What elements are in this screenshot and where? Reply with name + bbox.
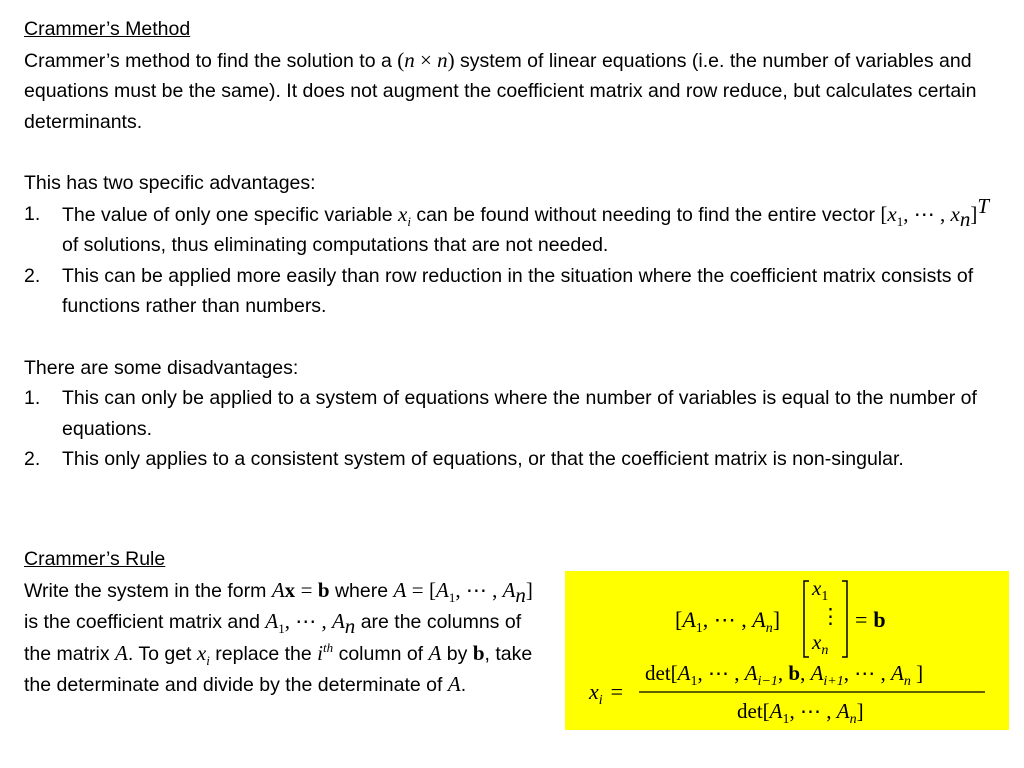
svg-text:xi=: $x_i$ = (589, 679, 624, 708)
list-item: 1. This can only be applied to a system of equations where the number of variables is equal to the number of equations. (24, 387, 977, 440)
list-item: 2. This can be applied more easily than row reduction in the situation where the coefficient matrix consists of functions rather than numbers. (24, 264, 974, 318)
disadvantages-heading: There are some disadvantages: (24, 356, 299, 379)
rule-paragraph: Write the system in the form Ax = b where $A = [A_1$, ⋯ , $A_n$] is the coefficient matrix and $A_1$, ⋯ , $A_n$ are the columns of the matrix A. To get $x_i$ replace the $i^{th}$ column of A by b, take the determinate and divide by the determinate of A. (24, 577, 533, 697)
svg-text:xn: $x_n$ (812, 630, 829, 658)
intro-text-b: system of linear equations (i.e. the number of variables and equations must be the same). It does not augment the coefficient matrix and row reduce, but calculates certain determinants. (24, 49, 977, 133)
column-vector (811, 576, 886, 658)
cramer-formula (588, 661, 985, 727)
method-section (24, 14, 1009, 475)
svg-text:det[A1, ⋯ , An]: $\det[A_1$, ⋯ , $A_n$] (737, 699, 864, 727)
svg-text:=b: = b (855, 607, 886, 632)
column-bracket-right (842, 581, 847, 657)
rule-section (24, 544, 544, 701)
spacer (24, 322, 1009, 353)
formula-box (565, 571, 1009, 730)
spacer (24, 137, 1009, 168)
advantages-list (24, 193, 1009, 322)
svg-text:x1: $x_1$ (812, 576, 829, 604)
rule-title: Crammer’s Rule (24, 548, 166, 570)
formula-svg (565, 571, 1009, 730)
svg-text:⋮: ⋮ (820, 604, 841, 628)
svg-text:[A1, ⋯ , An]: [$A_1$, ⋯ , $A_n$] (675, 607, 781, 636)
column-bracket-left (804, 581, 809, 657)
svg-text:det[A1, ⋯ , Ai−1, b, Ai+1, ⋯ ,: $\det[A_1$, ⋯ , $A_{i-1}$, b, $A_{i+1}$, ⋯ , $A_n$ ] (645, 661, 924, 689)
disadvantages-list (24, 383, 1009, 475)
method-intro (24, 45, 1009, 138)
list-item: 2. This only applies to a consistent system of equations, or that the coefficient matrix is non-singular. (24, 448, 904, 471)
list-item: 1. The value of only one specific variable $x_i$ can be found without needing to find the entire vector [$x_1$, ⋯ , $x_n]^T$ of solutions, thus eliminating computations that are not needed. (24, 193, 989, 257)
advantages-heading: This has two specific advantages: (24, 171, 316, 194)
matrix-equation (675, 607, 780, 636)
intro-text-a: Crammer’s method to find the solution to a (24, 49, 392, 72)
method-title: Crammer’s Method (24, 18, 191, 40)
intro-math: (n × n) (397, 47, 455, 72)
